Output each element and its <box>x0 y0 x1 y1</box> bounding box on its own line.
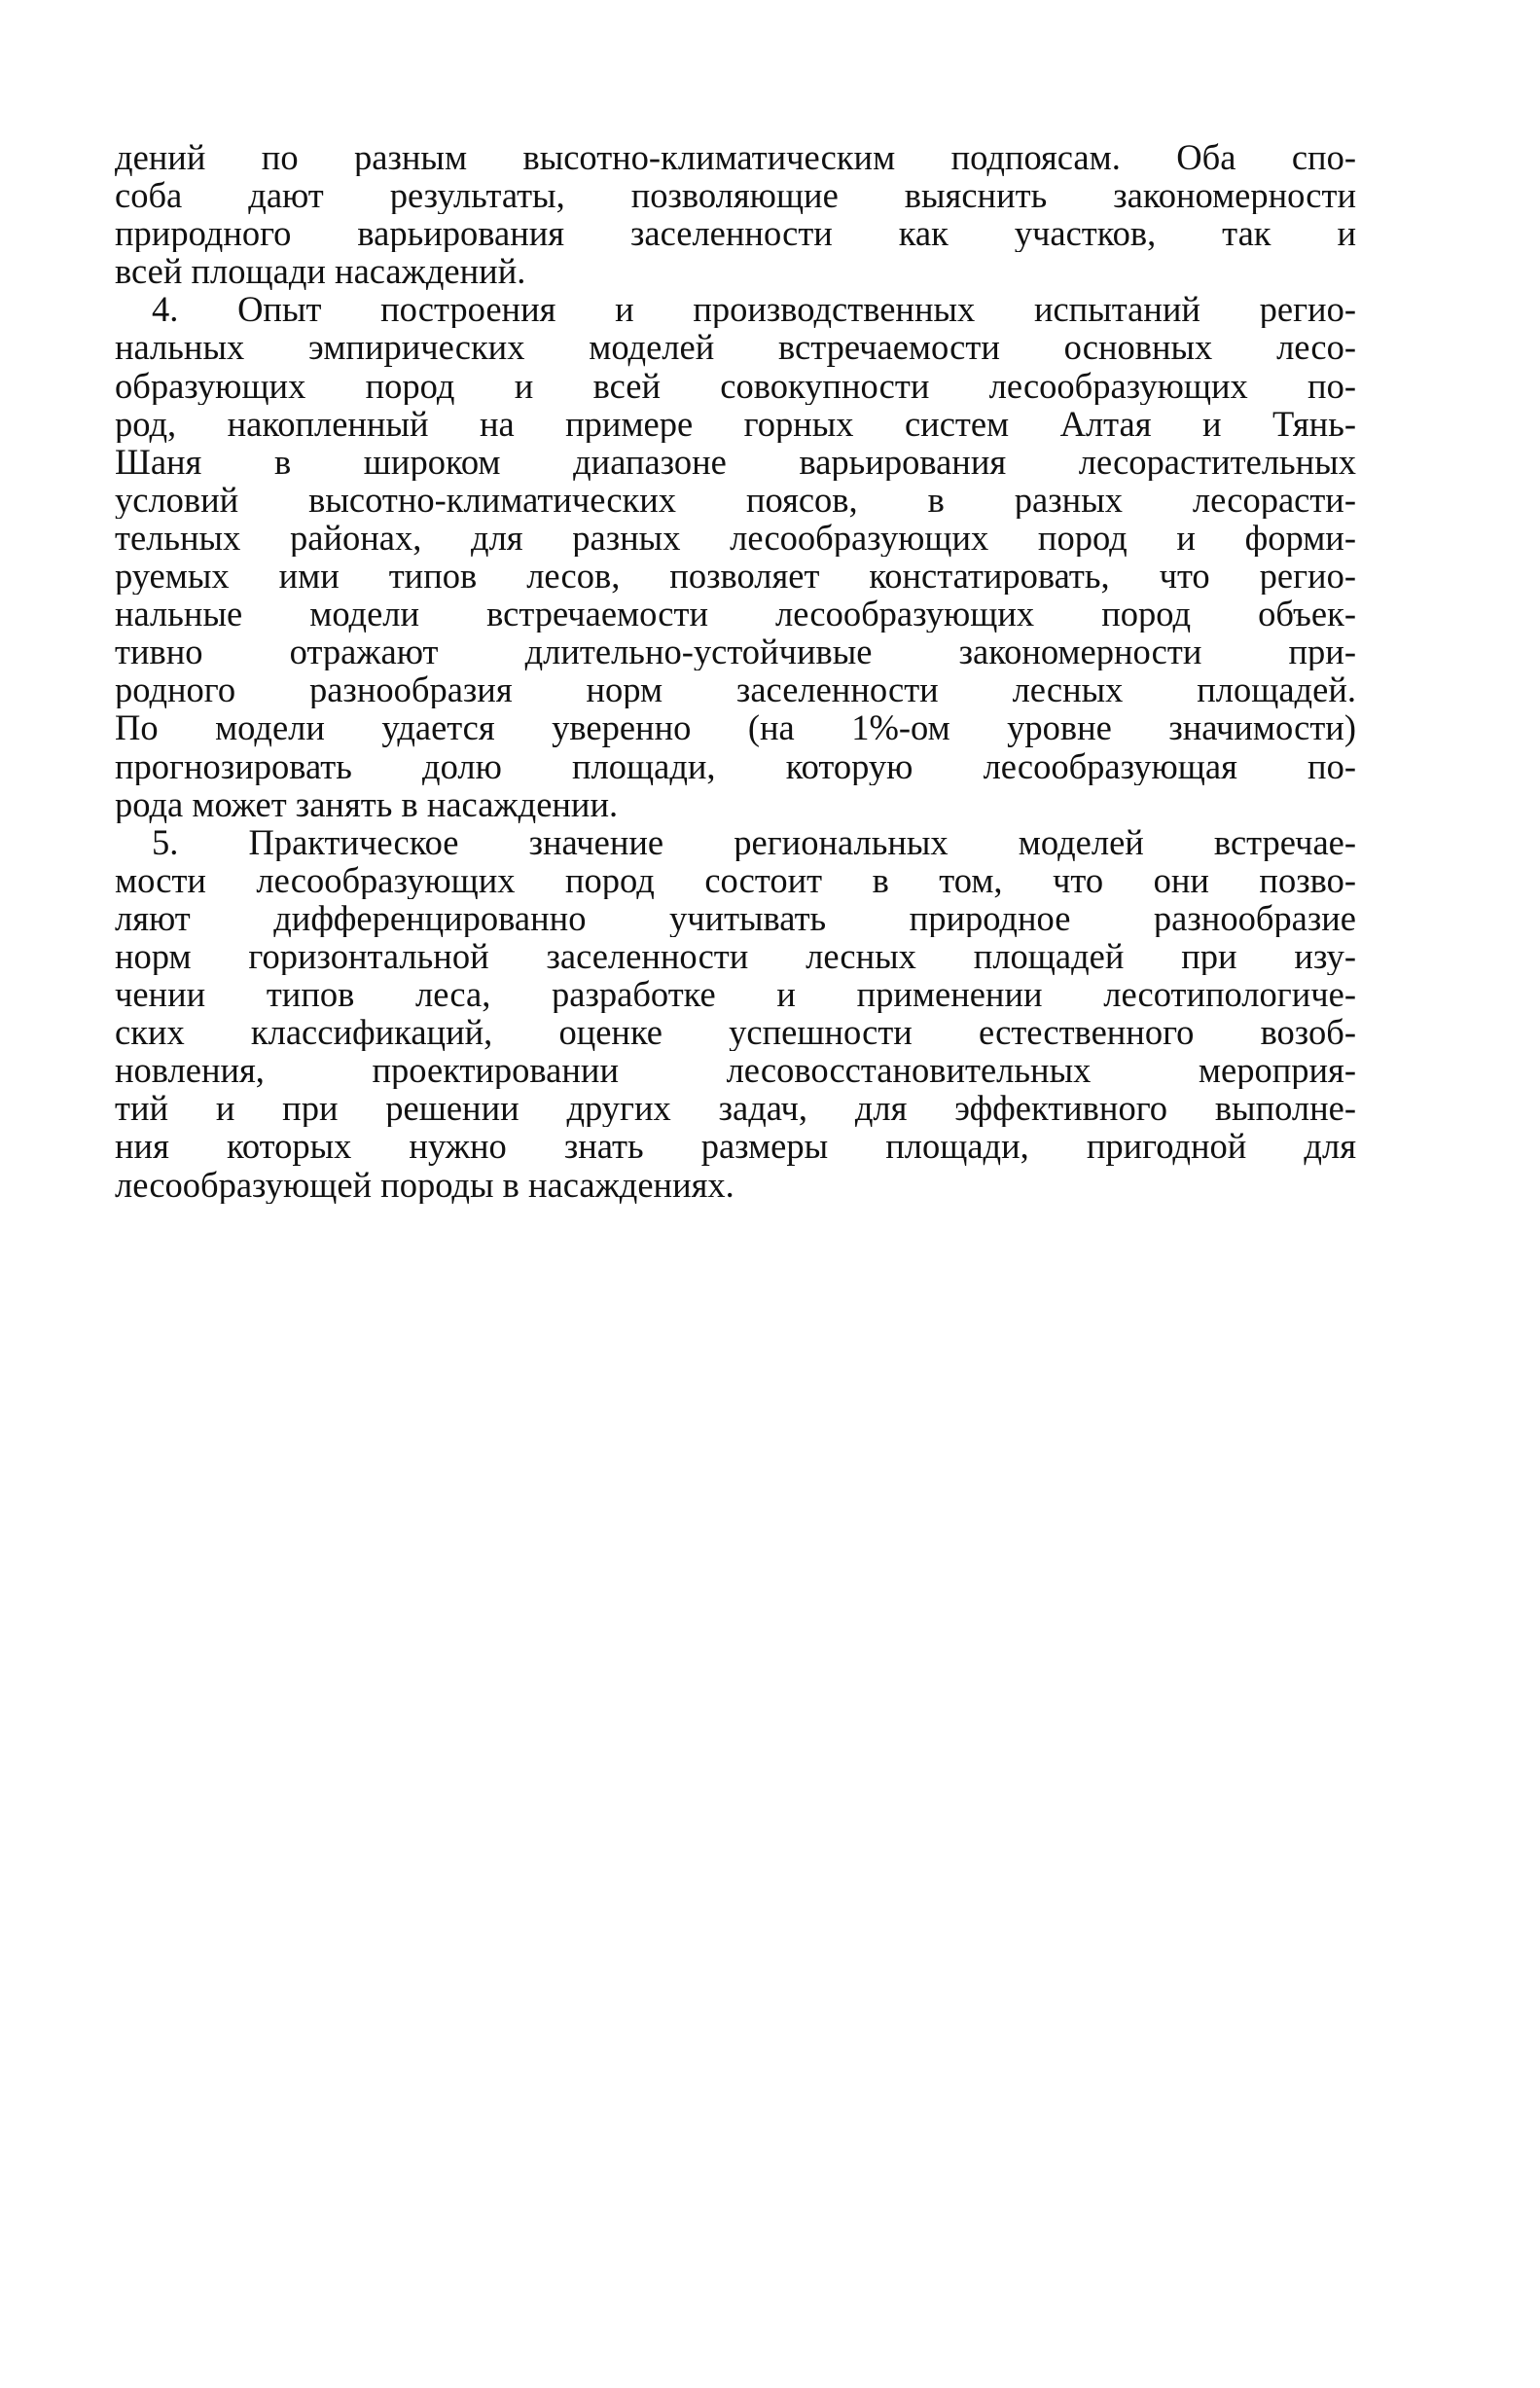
text-line: Шаня в широком диапазоне варьирования лесорастительных <box>115 442 1356 481</box>
text-line: образующих пород и всей совокупности лесообразующих по- <box>115 366 1356 405</box>
text-line: природного варьирования заселенности как участков, так и <box>115 214 1356 253</box>
text-line: соба дают результаты, позволяющие выяснить закономерности <box>115 176 1356 215</box>
text-line: По модели удается уверенно (на 1%-ом уровне значимости) <box>115 708 1356 747</box>
text-line: новления, проектировании лесовосстановительных мероприя- <box>115 1051 1356 1090</box>
text-line: чении типов леса, разработке и применении лесотипологиче- <box>115 975 1356 1014</box>
text-line: дений по разным высотно-климатическим подпоясам. Оба спо- <box>115 138 1356 177</box>
text-line: норм горизонтальной заселенности лесных площадей при изу- <box>115 936 1356 976</box>
document-page <box>115 138 1356 1204</box>
text-line: всей площади насаждений. <box>115 252 526 291</box>
text-line: 5. Практическое значение региональных моделей встречае- <box>152 822 1356 861</box>
text-line: ния которых нужно знать размеры площади, пригодной для <box>115 1127 1356 1166</box>
text-line: условий высотно-климатических поясов, в разных лесорасти- <box>115 480 1356 519</box>
text-line: ских классификаций, оценке успешности естественного возоб- <box>115 1013 1356 1052</box>
text-line: тивно отражают длительно-устойчивые закономерности при- <box>115 633 1356 671</box>
text-line: рода может занять в насаждении. <box>115 784 619 823</box>
text-line: руемых ими типов лесов, позволяет констатировать, что регио- <box>115 557 1356 596</box>
text-line: прогнозировать долю площади, которую лесообразующая по- <box>115 746 1356 785</box>
paragraph-continuation <box>115 138 1356 290</box>
text-line: тий и при решении других задач, для эффективного выполне- <box>115 1089 1356 1128</box>
text-line: тельных районах, для разных лесообразующих пород и форми- <box>115 518 1356 558</box>
text-line: лесообразующей породы в насаждениях. <box>115 1165 734 1204</box>
text-line: родного разнообразия норм заселенности лесных площадей. <box>115 670 1356 709</box>
text-line: нальных эмпирических моделей встречаемости основных лесо- <box>115 328 1356 367</box>
paragraph-item-4 <box>115 290 1356 822</box>
text-line: ляют дифференцированно учитывать природное разнообразие <box>115 898 1356 937</box>
text-line: род, накопленный на примере горных систем Алтая и Тянь- <box>115 404 1356 443</box>
paragraph-item-5 <box>115 823 1356 1204</box>
text-line: нальные модели встречаемости лесообразующих пород объек- <box>115 595 1356 633</box>
text-line: 4. Опыт построения и производственных испытаний регио- <box>152 290 1356 329</box>
text-line: мости лесообразующих пород состоит в том, что они позво- <box>115 860 1356 899</box>
